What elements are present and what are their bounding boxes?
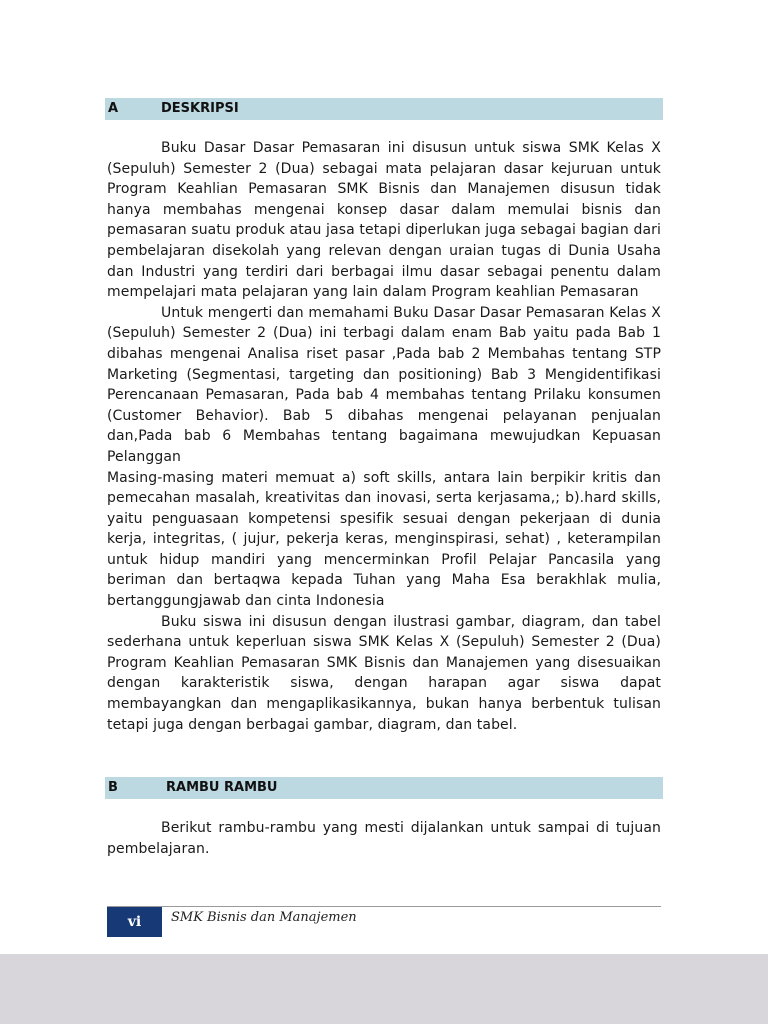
section-b-title: RAMBU RAMBU xyxy=(166,780,278,795)
section-a-paragraph-2: Untuk mengerti dan memahami Buku Dasar Dasar Pemasaran Kelas X (Sepuluh) Semester 2 (Dua) ini terbagi dalam enam Bab yaitu pada Bab 1 dibahas mengenai Analisa riset pasar ,Pada bab 2 Membahas tentang STP Marketing (Segmentasi, targeting dan positioning) Bab 3 Mengidentifikasi Perencanaan Pemasaran, Pada bab 4 membahas tentang Prilaku konsumen (Customer Behavior). Bab 5 dibahas mengenai pelayanan penjualan dan,Pada bab 6 Membahas tentang bagaimana mewujudkan Kepuasan Pelanggan xyxy=(107,304,661,465)
footer-book-title: SMK Bisnis dan Manajemen xyxy=(171,910,357,925)
section-a-paragraph-4: Buku siswa ini disusun dengan ilustrasi gambar, diagram, dan tabel sederhana untuk keperluan siswa SMK Kelas X (Sepuluh) Semester 2 (Dua) Program Keahlian Pemasaran SMK Bisnis dan Manajemen yang disesuaikan dengan karakteristik siswa, dengan harapan agar siswa dapat membayangkan dan mengaplikasikannya, bukan hanya berbentuk tulisan tetapi juga dengan berbagai gambar, diagram, dan tabel. xyxy=(107,613,661,733)
section-a-paragraph-3: Masing-masing materi memuat a) soft skills, antara lain berpikir kritis dan pemecahan masalah, kreativitas dan inovasi, serta kerjasama,; b).hard skills, yaitu penguasaan kompetensi spesifik sesuai dengan pekerjaan di dunia kerja, integritas, ( jujur, pekerja keras, menginspirasi, sehat) , keterampilan untuk hidup mandiri yang mencerminkan Profil Pelajar Pancasila yang beriman dan bertaqwa kepada Tuhan yang Maha Esa berakhlak mulia, bertanggungjawab dan cinta Indonesia xyxy=(107,469,661,610)
section-b-paragraph-1: Berikut rambu-rambu yang mesti dijalankan untuk sampai di tujuan pembelajaran. xyxy=(107,820,661,857)
page-number: vi xyxy=(107,907,162,937)
section-a-header xyxy=(105,98,663,120)
section-a-letter: A xyxy=(108,101,119,116)
section-a-body xyxy=(107,138,661,735)
viewer-bottom-band xyxy=(0,954,768,1024)
footer-divider xyxy=(107,906,661,907)
section-a-title: DESKRIPSI xyxy=(161,101,239,116)
section-b-body xyxy=(107,818,661,859)
section-b-letter: B xyxy=(108,780,118,795)
section-a-paragraph-1: Buku Dasar Dasar Pemasaran ini disusun untuk siswa SMK Kelas X (Sepuluh) Semester 2 (Dua) sebagai mata pelajaran dasar kejuruan untuk Program Keahlian Pemasaran SMK Bisnis dan Manajemen disusun tidak hanya membahas mengenai konsep dasar dalam memulai bisnis dan pemasaran suatu produk atau jasa tetapi diperlukan juga sebagai bagian dari pembelajaran disekolah yang relevan dengan uraian tugas di Dunia Usaha dan Industri yang terdiri dari berbagai ilmu dasar sebagai penentu dalam mempelajari mata pelajaran yang lain dalam Program keahlian Pemasaran xyxy=(107,140,661,301)
section-b-header xyxy=(105,777,663,799)
